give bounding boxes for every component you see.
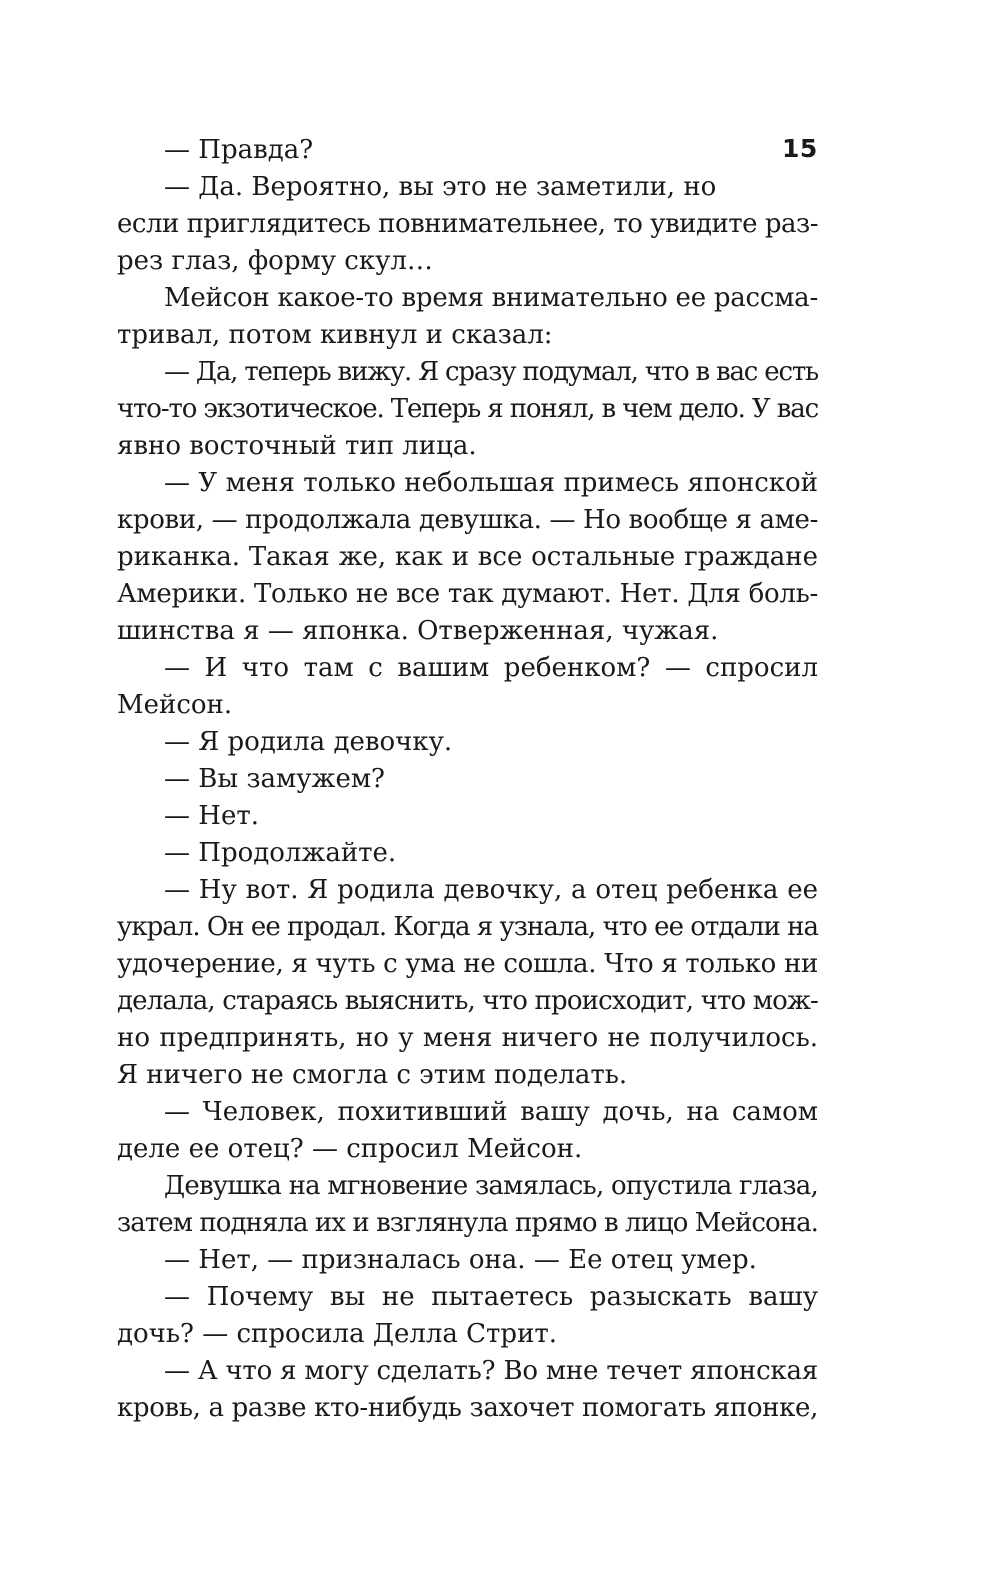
- page-number: 15: [782, 134, 818, 163]
- text-line: — А что я могу сделать? Во мне течет японская: [164, 1356, 818, 1386]
- text-line: кровь, а разве кто-нибудь захочет помогать японке,: [117, 1393, 818, 1423]
- text-line: затем подняла их и взглянула прямо в лицо Мейсона.: [117, 1208, 818, 1238]
- text-line: Мейсон какое-то время внимательно ее рассма-: [164, 283, 818, 313]
- text-line: — У меня только небольшая примесь японской: [164, 468, 818, 498]
- text-line: — Да. Вероятно, вы это не заметили, но: [164, 172, 717, 202]
- text-line: Я ничего не смогла с этим поделать.: [117, 1060, 628, 1090]
- text-line: — Ну вот. Я родила девочку, а отец ребенка ее: [164, 875, 818, 905]
- text-line: рез глаз, форму скул…: [117, 246, 433, 276]
- text-line: — Вы замужем?: [164, 764, 385, 794]
- text-line: шинства я — японка. Отверженная, чужая.: [117, 616, 719, 646]
- text-line: — Почему вы не пытаетесь разыскать вашу: [164, 1282, 818, 1312]
- text-line: — Человек, похитивший вашу дочь, на самом: [164, 1097, 818, 1127]
- text-line: делала, стараясь выяснить, что происходит, что мож-: [117, 986, 818, 1016]
- text-line: — Нет.: [164, 801, 259, 831]
- body-text: [117, 132, 818, 1427]
- text-line: — Продолжайте.: [164, 838, 397, 868]
- text-line: но предпринять, но у меня ничего не получилось.: [117, 1023, 818, 1053]
- text-line: — Я родила девочку.: [164, 727, 453, 757]
- text-line: — Да, теперь вижу. Я сразу подумал, что в вас есть: [164, 357, 818, 387]
- text-line: — Правда?: [164, 135, 314, 165]
- text-line: — И что там с вашим ребенком? — спросил: [164, 653, 818, 683]
- text-line: если приглядитесь повнимательнее, то увидите раз-: [117, 209, 818, 239]
- text-line: деле ее отец? — спросил Мейсон.: [117, 1134, 583, 1164]
- text-line: удочерение, я чуть с ума не сошла. Что я только ни: [117, 949, 818, 979]
- text-line: что-то экзотическое. Теперь я понял, в чем дело. У вас: [117, 394, 818, 424]
- text-line: дочь? — спросила Делла Стрит.: [117, 1319, 558, 1349]
- text-line: явно восточный тип лица.: [117, 431, 477, 461]
- text-line: риканка. Такая же, как и все остальные граждане: [117, 542, 818, 572]
- text-line: тривал, потом кивнул и сказал:: [117, 320, 553, 350]
- text-line: Девушка на мгновение замялась, опустила глаза,: [164, 1171, 818, 1201]
- text-line: Америки. Только не все так думают. Нет. Для боль-: [117, 579, 818, 609]
- text-line: — Нет, — призналась она. — Ее отец умер.: [164, 1245, 757, 1275]
- text-line: Мейсон.: [117, 690, 233, 720]
- text-line: крови, — продолжала девушка. — Но вообще я аме-: [117, 505, 819, 535]
- text-line: украл. Он ее продал. Когда я узнала, что ее отдали на: [117, 912, 819, 942]
